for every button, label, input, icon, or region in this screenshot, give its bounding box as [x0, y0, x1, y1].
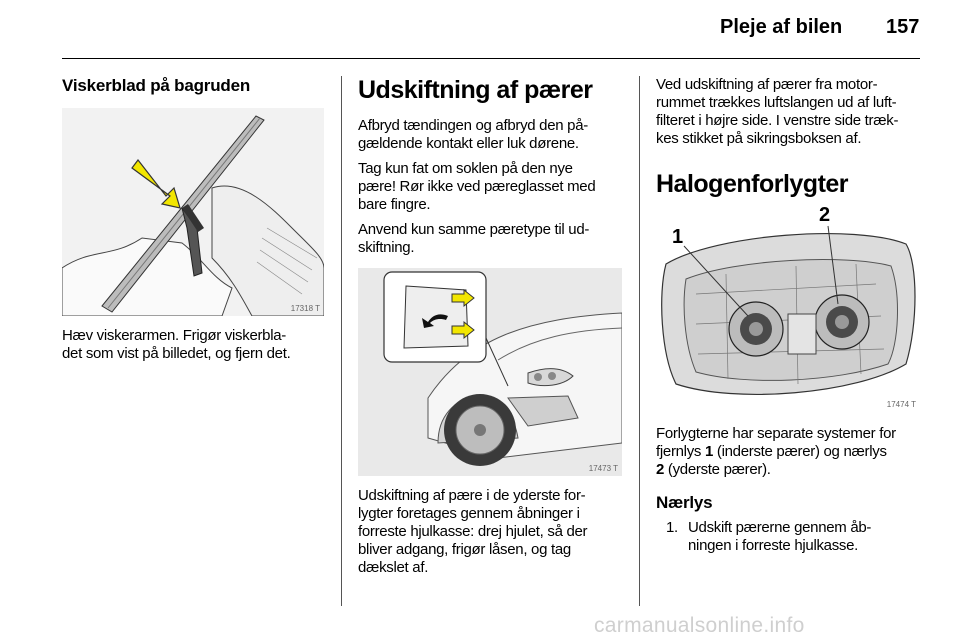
engine-text-line: filteret i højre side. I venstre side træk-: [656, 112, 899, 129]
list-item-number: 1.: [666, 519, 678, 536]
list-item-line: [666, 537, 926, 555]
page-header-title: Pleje af bilen: [720, 16, 843, 38]
column-divider-left: [341, 76, 342, 606]
text-run-bold: 1: [704, 443, 714, 460]
wheel-arch-text-line: dækslet af.: [358, 559, 429, 576]
page-number: 157: [886, 16, 920, 38]
watermark: carmanualsonline.info: [594, 614, 805, 637]
wheel-arch-text: [358, 487, 628, 577]
wheel-arch-text-line: forreste hjulkasse: drej hjulet, så der: [358, 523, 588, 540]
rear-wiper-heading: Viskerblad på bagruden: [62, 76, 251, 95]
rear-wiper-text-line: det som vist på billedet, og fjern det.: [62, 345, 291, 362]
bulb-text-line: pære! Rør ikke ved pæreglasset med: [358, 178, 596, 195]
callout-2: 2: [819, 204, 831, 226]
engine-text-line: kes stikket på sikringsboksen af.: [656, 130, 862, 147]
engine-text-line: Ved udskiftning af pærer fra motor-: [656, 76, 878, 93]
wheel-arch-text-line: Udskiftning af pære i de yderste for-: [358, 487, 586, 504]
low-beam-heading: Nærlys: [656, 493, 713, 512]
column-2: [358, 76, 626, 257]
headlight-text-line: Forlygterne har separate systemer for: [656, 425, 896, 442]
callout-1: 1: [672, 226, 684, 248]
engine-text-line: rummet trækkes luftslangen ud af luft-: [656, 94, 897, 111]
text-run: (inderste pærer) og nærlys: [713, 443, 887, 460]
headlight-figure: [656, 204, 920, 412]
bulb-text-line: Anvend kun samme pæretype til ud-: [358, 221, 590, 238]
column-divider-right: [639, 76, 640, 606]
rear-wiper-text: [62, 327, 332, 363]
headlight-text-line: [656, 443, 926, 461]
header-rule: [62, 58, 920, 59]
wheel-arch-figure-number: 17473 T: [588, 464, 618, 473]
wheel-arch-figure: [358, 268, 622, 476]
text-run: fjernlys: [656, 443, 705, 460]
headlight-figure-number: 17474 T: [886, 400, 916, 409]
headlight-text-line: [656, 461, 926, 479]
bulb-text-line: Afbryd tændingen og afbryd den på-: [358, 117, 588, 134]
bulb-text-line: bare fingre.: [358, 196, 431, 213]
rear-wiper-text-line: Hæv viskerarmen. Frigør viskerbla-: [62, 327, 286, 344]
bulb-text-line: skiftning.: [358, 239, 415, 256]
low-beam-steps: [656, 519, 926, 555]
text-run-bold: 2: [656, 461, 665, 478]
headlight-illustration: [656, 204, 920, 412]
wheel-arch-illustration: [358, 268, 622, 476]
list-item-text: Udskift pærerne gennem åb-: [688, 519, 872, 536]
bulb-text-line: gældende kontakt eller luk dørene.: [358, 135, 579, 152]
column-1: [62, 76, 330, 96]
halogen-headlights-heading: Halogenforlygter: [656, 170, 849, 198]
rear-wiper-figure: [62, 108, 324, 316]
list-item-line: [666, 519, 926, 537]
headlight-text: [656, 425, 926, 555]
bulb-replacement-heading: Udskiftning af pærer: [358, 76, 593, 104]
bulb-text-line: Tag kun fat om soklen på den nye: [358, 160, 573, 177]
text-run: (yderste pærer).: [664, 461, 771, 478]
rear-wiper-figure-number: 17318 T: [290, 304, 320, 313]
list-item: [656, 519, 926, 555]
list-item-text: ningen i forreste hjulkasse.: [688, 537, 859, 554]
wheel-arch-text-line: lygter foretages gennem åbninger i: [358, 505, 580, 522]
column-3: [656, 76, 924, 199]
wheel-arch-text-line: bliver adgang, frigør låsen, og tag: [358, 541, 571, 558]
rear-wiper-illustration: [62, 108, 324, 316]
